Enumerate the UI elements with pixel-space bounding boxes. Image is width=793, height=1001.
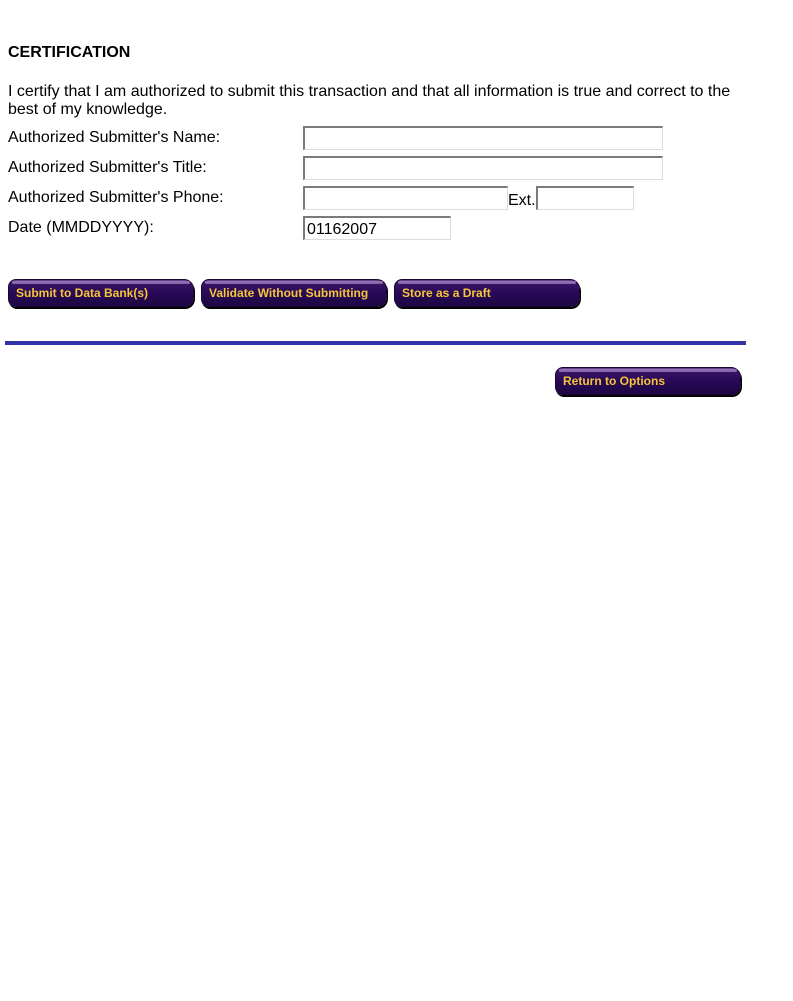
submitter-title-label: Authorized Submitter's Title: — [8, 159, 207, 176]
section-divider — [5, 341, 746, 345]
submit-to-data-bank-button[interactable]: Submit to Data Bank(s) — [8, 279, 194, 307]
submitter-title-row — [8, 156, 748, 180]
return-to-options-button[interactable]: Return to Options — [555, 367, 741, 395]
phone-ext-input[interactable] — [536, 186, 634, 210]
certification-heading: CERTIFICATION — [8, 44, 131, 61]
submitter-phone-row — [8, 186, 748, 210]
date-input[interactable] — [303, 216, 451, 240]
validate-without-submitting-button[interactable]: Validate Without Submitting — [201, 279, 387, 307]
certification-statement: I certify that I am authorized to submit this transaction and that all information is true and correct to the best of my knowledge. — [8, 83, 731, 118]
date-label: Date (MMDDYYYY): — [8, 219, 154, 236]
phone-ext-label: Ext. — [508, 192, 536, 209]
date-row — [8, 216, 748, 240]
submitter-phone-input[interactable] — [303, 186, 508, 210]
store-as-draft-button[interactable]: Store as a Draft — [394, 279, 580, 307]
submitter-name-label: Authorized Submitter's Name: — [8, 129, 221, 146]
submitter-name-input[interactable] — [303, 126, 663, 150]
submitter-phone-label: Authorized Submitter's Phone: — [8, 189, 224, 206]
submitter-name-row — [8, 126, 748, 150]
submitter-title-input[interactable] — [303, 156, 663, 180]
